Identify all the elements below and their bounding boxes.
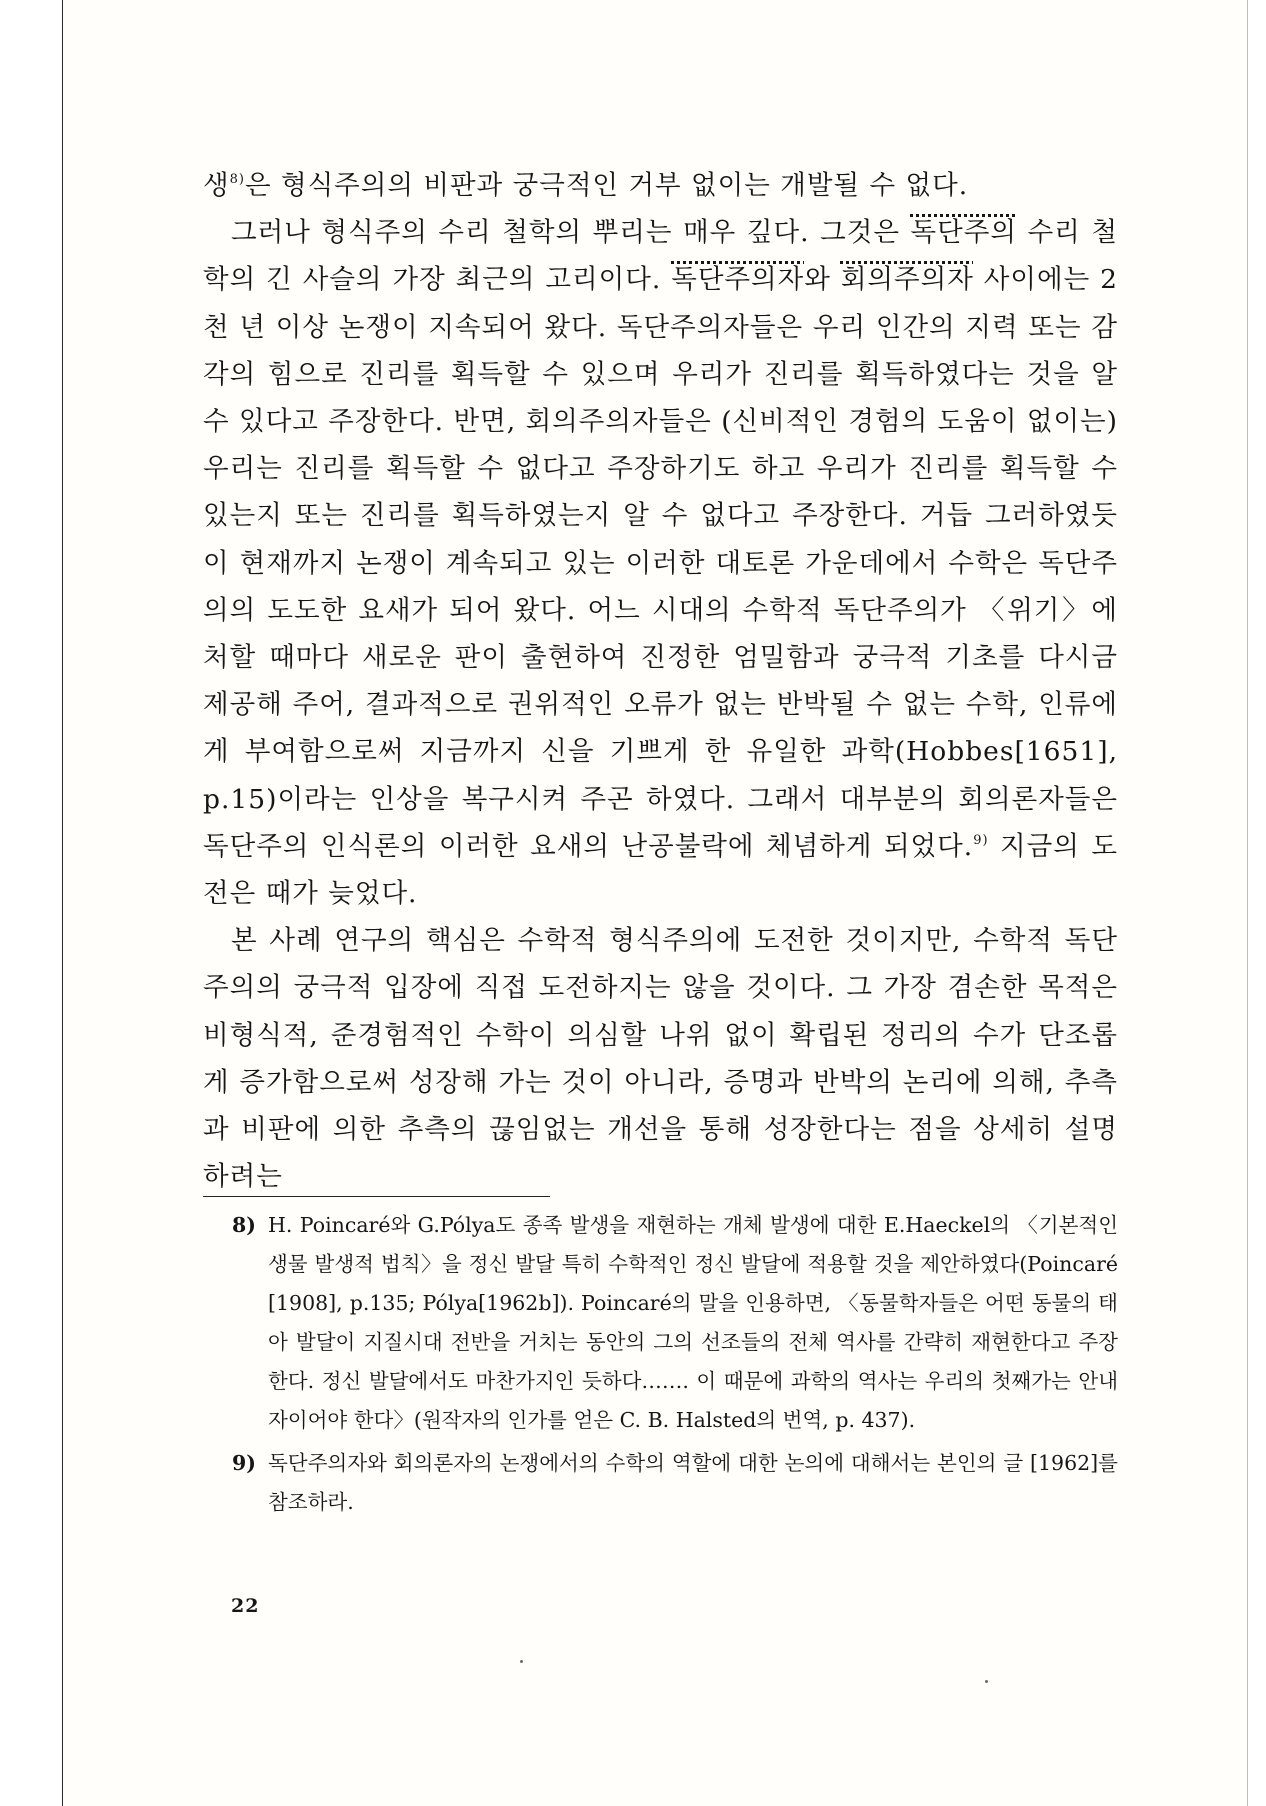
paragraph-2-e: 지금의 도전은 때가 늦었다. bbox=[203, 830, 1118, 910]
paragraph-1 bbox=[203, 162, 1118, 209]
main-text bbox=[203, 162, 1118, 1200]
scan-speck bbox=[520, 1660, 523, 1663]
footnote-number: 8) bbox=[232, 1213, 256, 1237]
footnote-text: H. Poincaré와 G.Pólya도 종족 발생을 재현하는 개체 발생에 대한 E.Haeckel의 〈기본적인 생물 발생적 법칙〉을 정신 발달 특히 수학적인 정신 발달에 적용할 것을 제안하였다(Poincaré [1908], p.135; Pólya[1962b]). Poincaré의 말을 인용하면, 〈동물학자들은 어떤 동물의 태아 발달이 지질시대 전반을 거치는 동안의 그의 선조들의 전체 역사를 간략히 재현한다고 주장한다. 정신 발달에서도 마찬가지인 듯하다……. 이 때문에 과학의 역사는 우리의 첫째가는 안내자이어야 한다〉(원작자의 인가를 얻은 C. B. Halsted의 번역, p. 437). bbox=[268, 1213, 1118, 1432]
footnote-9 bbox=[232, 1444, 1118, 1522]
paragraph-1-start: 생 bbox=[203, 170, 230, 201]
paragraph-3: 본 사례 연구의 핵심은 수학적 형식주의에 도전한 것이지만, 수학적 독단주의의 궁극적 입장에 직접 도전하지는 않을 것이다. 그 가장 겸손한 목적은 비형식적, 준경험적인 수학이 의심할 나위 없이 확립된 정리의 수가 단조롭게 증가함으로써 성장해 가는 것이 아니라, 증명과 반박의 논리에 의해, 추측과 비판에 의한 추측의 끊임없는 개선을 통해 성장한다는 점을 상세히 설명하려는 bbox=[203, 925, 1118, 1193]
paragraph-2 bbox=[203, 209, 1118, 917]
footnote-text: 독단주의자와 회의론자의 논쟁에서의 수학의 역할에 대한 논의에 대해서는 본인의 글 [1962]를 참조하라. bbox=[268, 1451, 1118, 1514]
page-number: 22 bbox=[231, 1595, 260, 1617]
footnote-separator bbox=[203, 1196, 550, 1197]
emphasis-dogmatist: 독단주의자 bbox=[671, 264, 805, 296]
emphasis-dogmatism: 독단주의 bbox=[910, 217, 1017, 249]
paragraph-1-rest: 은 형식주의의 비판과 궁극적인 거부 없이는 개발될 수 없다. bbox=[244, 170, 969, 201]
emphasis-skeptic: 회의주의자 bbox=[840, 264, 974, 296]
footnote-ref-8: 8) bbox=[229, 172, 245, 187]
paragraph-2-a: 그러나 형식주의 수리 철학의 뿌리는 매우 깊다. 그것은 bbox=[231, 217, 911, 249]
paragraph-2-c: 와 bbox=[804, 264, 841, 296]
footnote-number: 9) bbox=[232, 1451, 256, 1475]
footnotes bbox=[232, 1206, 1118, 1522]
scan-speck bbox=[985, 1680, 988, 1683]
paragraph-2-d: 사이에는 2천 년 이상 논쟁이 지속되어 왔다. 독단주의자들은 우리 인간의 지력 또는 감각의 힘으로 진리를 획득할 수 있으며 우리가 진리를 획득하였다는 것을 알 수 있다고 주장한다. 반면, 회의주의자들은 (신비적인 경험의 도움이 없이는) 우리는 진리를 획득할 수 없다고 주장하기도 하고 우리가 진리를 획득할 수 있는지 또는 진리를 획득하였는지 알 수 없다고 주장한다. 거듭 그러하였듯이 현재까지 논쟁이 계속되고 있는 이러한 대토론 가운데에서 수학은 독단주의의 도도한 요새가 되어 왔다. 어느 시대의 수학적 독단주의가 〈위기〉에 처할 때마다 새로운 판이 출현하여 진정한 엄밀함과 궁극적 기초를 다시금 제공해 주어, 결과적으로 권위적인 오류가 없는 반박될 수 없는 수학, 인류에게 부여함으로써 지금까지 신을 기쁘게 한 유일한 과학(Hobbes[1651], p.15)이라는 인상을 복구시켜 주곤 하였다. 그래서 대부분의 회의론자들은 독단주의 인식론의 이러한 요새의 난공불락에 체념하게 되었다. bbox=[203, 264, 1119, 862]
footnote-8 bbox=[232, 1206, 1118, 1440]
footnote-ref-9: 9) bbox=[973, 832, 989, 848]
paragraph-2-b: 수리 철학의 긴 사슬의 가장 최근의 고리이다. bbox=[203, 217, 1118, 296]
